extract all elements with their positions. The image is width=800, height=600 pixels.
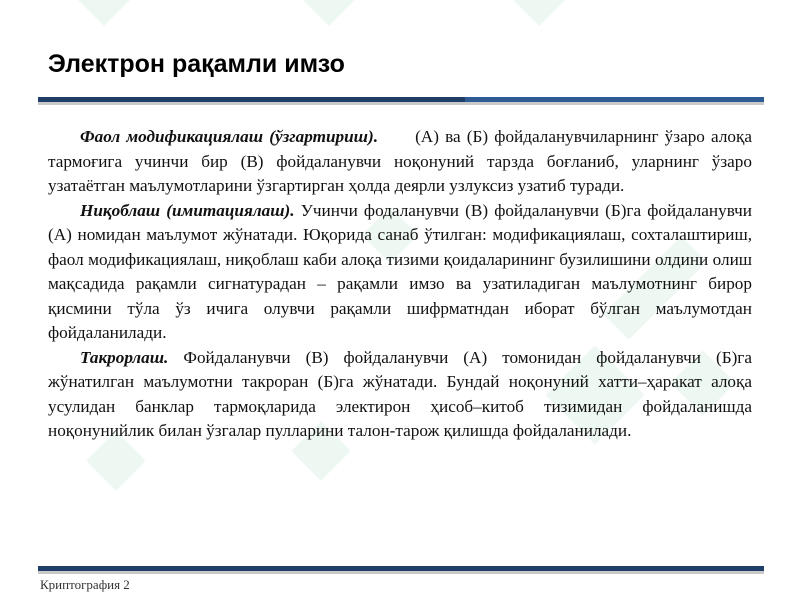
paragraph-text: Учинчи фодаланувчи (В) фойдаланувчи (Б)га фойдаланувчи (А) номидан маълумот жўнатади. Юқорида санаб ўтилган: модификациялаш, сохталаштириш, фаол модификациялаш, ниқоблаш каби алоқа тизими қоидаларининг бузилишини олдини олиш мақсадида рақамли сигнатурадан – рақамли имзо ва узатиладиган маълумотнинг бирор қисмини тўла ўз ичига олувчи рақамли шифрматндан иборат бўлган маълумотдан фойдаланилади. bbox=[48, 200, 752, 342]
term-heading: Такрорлаш. bbox=[80, 347, 169, 367]
paragraph-text: (А) ва (Б) фойдаланувчиларнинг ўзаро алоқа тармоғига учинчи бир (В) фойдаланувчи ноқонуний тарзда боғланиб, уларнинг ўзаро узатаётган маълумотларини ўзгартирган ҳолда деярли узлуксиз узатиб туради. bbox=[48, 127, 752, 195]
term-heading: Ниқоблаш (имитациялаш). bbox=[80, 200, 295, 220]
paragraph-masquerading bbox=[48, 199, 752, 346]
paragraph-replay bbox=[48, 346, 752, 444]
footer-divider-shadow bbox=[38, 571, 764, 574]
title-divider-shadow bbox=[38, 102, 764, 105]
slide-body bbox=[48, 125, 752, 444]
slide-title: Электрон рақамли имзо bbox=[48, 50, 345, 78]
paragraph-active-modification bbox=[48, 125, 752, 199]
footer-divider bbox=[38, 566, 764, 571]
title-divider-accent bbox=[465, 97, 764, 102]
slide-footer: Криптография 2 bbox=[40, 577, 130, 592]
paragraph-text: Фойдаланувчи (В) фойдаланувчи (А) томонидан фойдаланувчи (Б)га жўнатилган маълумотни такроран (Б)га жўнатади. Бундай ноқонуний хатти–ҳаракат алоқа усулидан банклар тармоқларида электирон ҳисоб–китоб тизимидан фойдаланишда ноқонунийлик билан ўзгалар пулларини талон-тарож қилишда фойдаланилади. bbox=[48, 347, 752, 440]
term-heading: Фаол модификациялаш (ўзгартириш). bbox=[80, 127, 378, 146]
